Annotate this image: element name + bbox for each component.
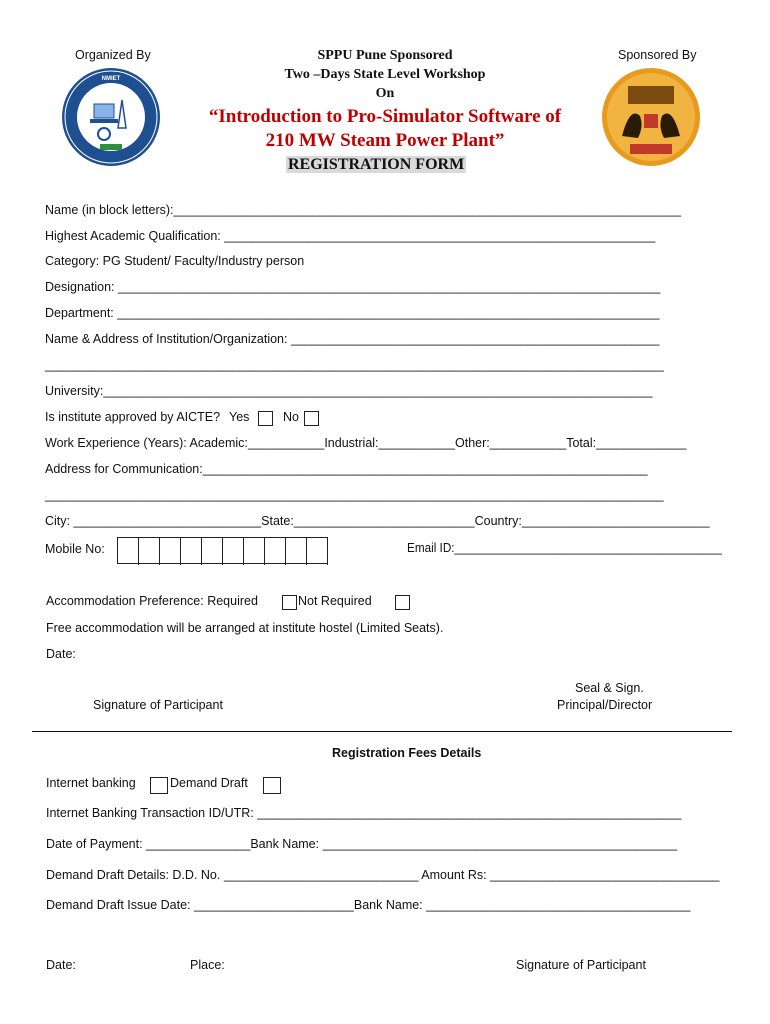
internet-banking-checkbox[interactable]: [150, 777, 168, 794]
internet-banking-label: Internet banking: [46, 776, 136, 790]
category-field: Category: PG Student/ Faculty/Industry person: [45, 254, 305, 268]
svg-text:NMIET: NMIET: [101, 76, 121, 82]
accommodation-not-required-checkbox[interactable]: [395, 595, 410, 610]
mobile-digit-cell[interactable]: [244, 538, 265, 565]
aicte-question: Is institute approved by AICTE?: [45, 410, 221, 424]
date-payment-field[interactable]: Date of Payment: _______________Bank Name: ___________________________________________________: [46, 837, 678, 851]
mobile-digit-cell[interactable]: [265, 538, 286, 565]
mobile-digit-cell[interactable]: [139, 538, 160, 565]
dd-issue-field[interactable]: Demand Draft Issue Date: _______________________Bank Name: ______________________________________: [46, 898, 691, 912]
accommodation-required-checkbox[interactable]: [282, 595, 297, 610]
email-field[interactable]: Email ID:_________________________________________: [407, 541, 722, 555]
transaction-id-field[interactable]: Internet Banking Transaction ID/UTR: _____________________________________________________________: [46, 806, 682, 820]
qualification-field[interactable]: Highest Academic Qualification: ______________________________________________________________: [45, 229, 656, 243]
institute-logo-icon: [60, 66, 162, 168]
demand-draft-checkbox[interactable]: [263, 777, 281, 794]
demand-draft-label: Demand Draft: [170, 776, 248, 790]
seal-sign-label: Seal & Sign.: [575, 681, 644, 695]
designation-field[interactable]: Designation: ______________________________________________________________________________: [45, 280, 661, 294]
department-field[interactable]: Department: ______________________________________________________________________________: [45, 306, 660, 320]
form-title-text: REGISTRATION FORM: [288, 156, 465, 173]
aicte-yes-checkbox[interactable]: [258, 411, 273, 426]
form-title: [286, 156, 466, 174]
university-field[interactable]: University:_______________________________________________________________________________: [45, 384, 653, 398]
organized-by-label: Organized By: [75, 48, 151, 62]
mobile-digit-cell[interactable]: [160, 538, 181, 565]
sponsor-line: SPPU Pune Sponsored: [317, 48, 453, 63]
mobile-digit-cell[interactable]: [202, 538, 223, 565]
workshop-title-line1: “Introduction to Pro-Simulator Software of: [208, 106, 562, 127]
mobile-digit-cell[interactable]: [307, 538, 328, 565]
section-divider: [32, 731, 732, 732]
date-label: Date:: [46, 647, 76, 661]
mobile-digit-cell[interactable]: [223, 538, 244, 565]
sponsored-by-label: Sponsored By: [618, 48, 697, 62]
mobile-digit-cell[interactable]: [286, 538, 307, 565]
fees-signature-label: Signature of Participant: [516, 958, 646, 972]
participant-signature-label: Signature of Participant: [93, 698, 223, 712]
fees-date-label: Date:: [46, 958, 76, 972]
principal-label: Principal/Director: [557, 698, 653, 712]
aicte-no-label: No: [283, 410, 299, 424]
mobile-label: Mobile No:: [45, 542, 105, 556]
address-field-line2[interactable]: _________________________________________________________________________________________: [45, 488, 664, 502]
mobile-digit-cell[interactable]: [181, 538, 202, 565]
name-field[interactable]: Name (in block letters):_________________________________________________________________________: [45, 203, 681, 217]
aicte-no-checkbox[interactable]: [304, 411, 319, 426]
fees-section-title: Registration Fees Details: [332, 746, 482, 760]
aicte-yes-label: Yes: [229, 410, 250, 424]
accommodation-label: Accommodation Preference: Required: [46, 594, 258, 608]
not-required-label: Not Required: [298, 594, 372, 608]
mobile-number-grid[interactable]: [117, 537, 328, 564]
mobile-digit-cell[interactable]: [118, 538, 139, 565]
free-accommodation-note: Free accommodation will be arranged at institute hostel (Limited Seats).: [46, 621, 444, 635]
experience-field[interactable]: Work Experience (Years): Academic:___________Industrial:___________Other:___________Total:_____________: [45, 436, 687, 450]
dd-details-field[interactable]: Demand Draft Details: D.D. No. ____________________________ Amount Rs: _________________________________: [46, 868, 720, 882]
on-line: On: [375, 86, 395, 101]
city-state-country-field[interactable]: City: ___________________________State:__________________________Country:___________________________: [45, 514, 710, 528]
workshop-line: Two –Days State Level Workshop: [284, 67, 486, 82]
fees-place-label: Place:: [190, 958, 225, 972]
address-field[interactable]: Address for Communication:________________________________________________________________: [45, 462, 648, 476]
university-logo-icon: [600, 66, 702, 168]
workshop-title-line2: 210 MW Steam Power Plant”: [265, 130, 505, 151]
institution-field[interactable]: Name & Address of Institution/Organization: _____________________________________________________: [45, 332, 660, 346]
institution-field-line2[interactable]: _________________________________________________________________________________________: [45, 358, 664, 372]
